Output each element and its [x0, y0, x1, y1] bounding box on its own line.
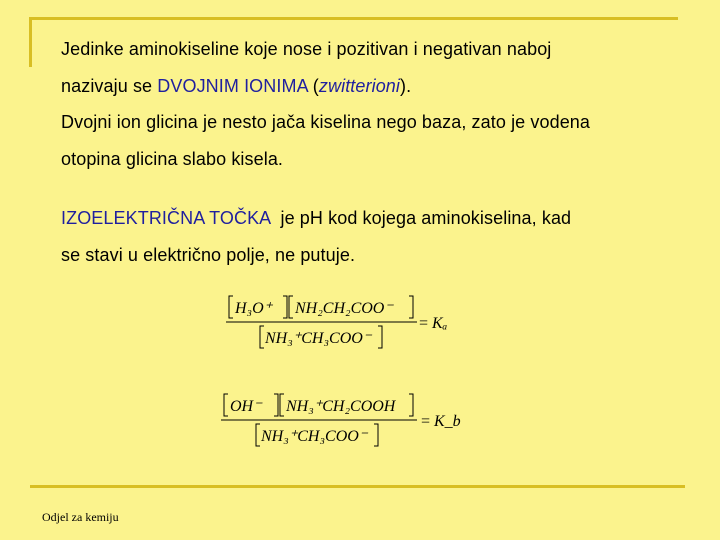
dvojni-ioni-term: DVOJNIM IONIMA — [157, 76, 308, 96]
ka-equals: = — [418, 315, 429, 332]
kb-denominator: NH₃⁺CH₃COO⁻ — [261, 428, 368, 445]
paragraph2-line1: Dvojni ion glicina je nesto jača kiselina nego baza, zato je vodena — [61, 112, 591, 132]
paragraph1-line2-prefix: nazivaju se — [61, 76, 158, 96]
paragraph-zwitterion — [61, 34, 551, 108]
paragraph1-line1: Jedinke aminokiseline koje nose i pozitivan i negativan naboj — [61, 39, 552, 59]
ka-numerator-left: H₃O⁺ — [235, 300, 273, 317]
paragraph3-line1-rest: je pH kod kojega aminokiselina, kad — [270, 208, 572, 228]
footer-department: Odjel za kemiju — [42, 510, 119, 524]
kb-numerator-right: NH₃⁺CH₂COOH — [286, 398, 396, 415]
izoelektricna-tocka-term: IZOELEKTRIČNA TOČKA — [61, 208, 271, 228]
paragraph3-line1 — [61, 203, 571, 240]
kb-result: K_b — [434, 413, 461, 430]
paragraph-glycine — [61, 107, 590, 181]
paragraph2-line2: otopina glicina slabo kisela. — [61, 149, 284, 169]
zwitterioni-term: zwitterioni — [318, 76, 401, 96]
kb-numerator-left: OH⁻ — [230, 398, 262, 415]
top-rule — [31, 17, 678, 20]
paragraph-isoelectric — [61, 203, 571, 277]
ka-denominator: NH₃⁺CH₃COO⁻ — [265, 330, 372, 347]
ka-numerator-right: NH₂CH₂COO⁻ — [295, 300, 393, 317]
paragraph1-close-paren: ). — [400, 76, 412, 96]
kb-equals: = — [420, 413, 431, 430]
ka-result: Kₐ — [432, 315, 448, 332]
paragraph1-open-paren: ( — [307, 76, 319, 96]
formula-kb — [216, 388, 476, 456]
paragraph3-line2: se stavi u električno polje, ne putuje. — [61, 245, 356, 265]
bottom-rule — [30, 485, 685, 488]
formula-ka — [222, 290, 462, 358]
paragraph1-line2 — [61, 71, 551, 108]
left-rule — [29, 17, 32, 67]
